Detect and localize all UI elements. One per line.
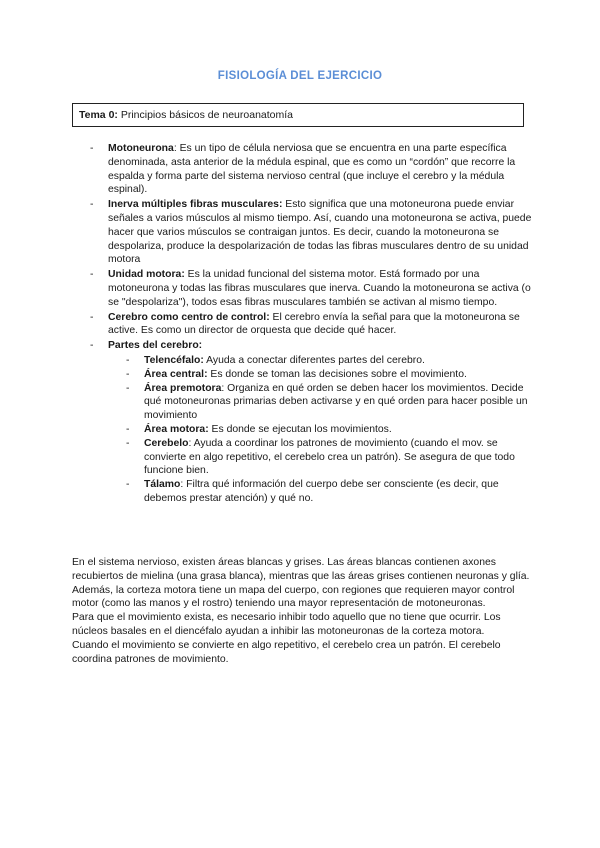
list-item: - Unidad motora: Es la unidad funcional del sistema motor. Está formado por una motoneurona y todas las fibras musculares que inerva. Cuando la motoneurona se activa (o se "despolariza"), todos esas fibras musculares también se activan al mismo tiempo. bbox=[90, 269, 531, 308]
sub-list-item: - Telencéfalo: Ayuda a conectar diferentes partes del cerebro. bbox=[126, 354, 425, 366]
document-title: FISIOLOGÍA DEL EJERCICIO bbox=[217, 70, 383, 82]
body-text bbox=[72, 556, 532, 666]
list-item: - Partes del cerebro: bbox=[90, 340, 203, 352]
list-item: - Cerebro como centro de control: El cerebro envía la señal para que la motoneurona se active. Es como un director de orquesta que decide qué hacer. bbox=[90, 311, 520, 337]
sub-list-item: - Área premotora: Organiza en qué orden se deben hacer los movimientos. Decide qué motoneuronas primarias deben activarse y en qué orden para hacer posible un movimiento bbox=[126, 382, 528, 422]
list-item: - Inerva múltiples fibras musculares: Esto significa que una motoneurona puede enviar señales a varios músculos al mismo tiempo. Así, cuando una motoneurona se activa, puede hacer que varios músculos se contraigan juntos. Es decir, cuando la motoneurona se despolariza, produce la despolarización de todas las fibras musculares dentro de su unidad motora bbox=[90, 199, 532, 266]
list-item: - Motoneurona: Es un tipo de célula nerviosa que se encuentra en una parte específica denominada, asta anterior de la médula espinal, que es como un “cordón” que recorre la espalda y forma parte del sistema nervioso central (que incluye el cerebro y la médula espinal). bbox=[90, 143, 516, 196]
paragraph: En el sistema nervioso, existen áreas blancas y grises. Las áreas blancas contienen axones recubiertos de mielina (una grasa blanca), mientras que las áreas grises contienen neuronas y glía. bbox=[72, 557, 530, 582]
sub-list-item: - Área motora: Es donde se ejecutan los movimientos. bbox=[126, 423, 392, 435]
topic-text: Principios básicos de neuroanatomía bbox=[120, 109, 294, 121]
paragraph: Para que el movimiento exista, es necesario inhibir todo aquello que no tiene que ocurrir. Los núcleos basales en el diencéfalo ayudan a inhibir las motoneuronas de la corteza motora. bbox=[72, 612, 501, 637]
bullet-list bbox=[72, 142, 532, 506]
topic-label: Tema 0: bbox=[79, 109, 118, 121]
paragraph: Además, la corteza motora tiene un mapa del cuerpo, con regiones que requieren mayor control motor (como las manos y el rostro) teniendo una mayor representación de motoneuronas. bbox=[72, 584, 515, 610]
sub-list-item: - Tálamo: Filtra qué información del cuerpo debe ser consciente (es decir, que debemos prestar atención) y qué no. bbox=[126, 479, 499, 504]
paragraph: Cuando el movimiento se convierte en algo repetitivo, el cerebelo crea un patrón. El cerebelo coordina patrones de movimiento. bbox=[72, 639, 501, 665]
sub-list-item: - Cerebelo: Ayuda a coordinar los patrones de movimiento (cuando el mov. se convierte en algo repetitivo, el cerebelo crea un patrón). Se asegura de que todo funcione bien. bbox=[126, 437, 515, 477]
topic-box bbox=[72, 103, 524, 127]
sub-list-item: - Área central: Es donde se toman las decisiones sobre el movimiento. bbox=[126, 368, 467, 380]
